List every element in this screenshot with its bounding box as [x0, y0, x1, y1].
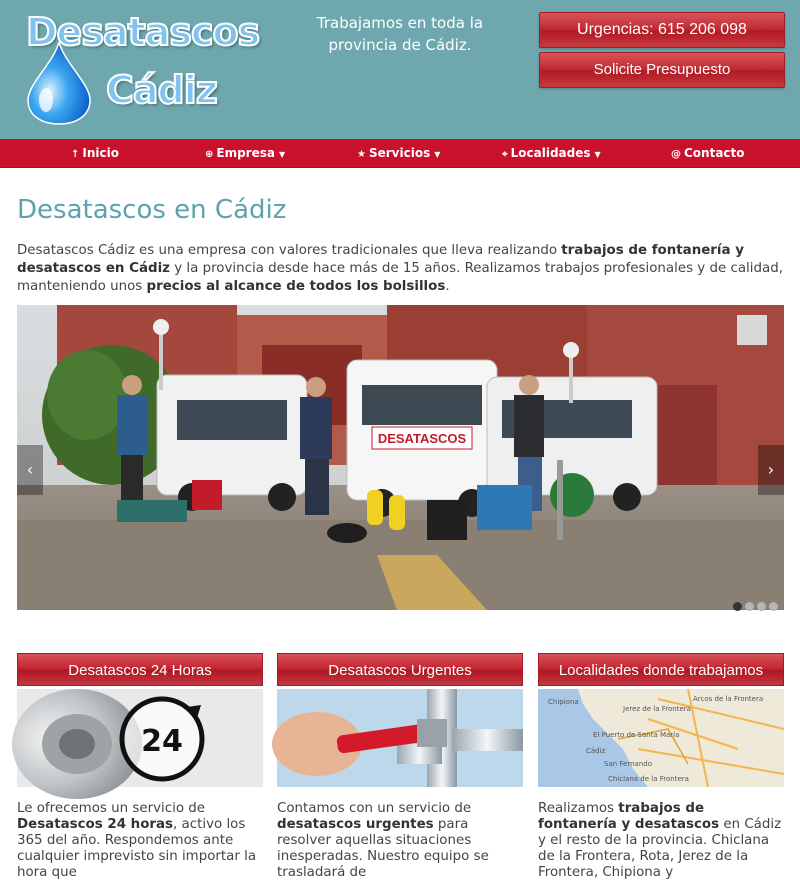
card-text-part: Contamos con un servicio de	[277, 801, 472, 816]
intro-bold: precios al alcance de todos los bolsillos	[146, 279, 446, 294]
nav-item-label: Empresa	[216, 146, 275, 160]
card-title[interactable]: Desatascos 24 Horas	[17, 653, 263, 686]
map-label: Chipiona	[548, 698, 579, 706]
map-label: Chiclana de la Frontera	[608, 775, 689, 783]
card-text	[538, 801, 784, 881]
slider-dot[interactable]	[757, 602, 766, 611]
region-map-image	[538, 689, 784, 787]
card-title[interactable]: Localidades donde trabajamos	[538, 653, 784, 686]
card-text-bold: trabajos de fontanería y desatascos	[538, 801, 720, 832]
card-urgentes	[277, 653, 523, 881]
card-localidades	[538, 653, 784, 881]
slider-dot[interactable]	[769, 602, 778, 611]
at-sign-icon: @	[671, 149, 681, 160]
logo-line1: Desatascos	[26, 10, 260, 54]
card-text-part: en Cádiz y el resto de la provincia. Chiclana de la Frontera, Rota, Jerez de la Frontera, Chipiona y	[538, 817, 782, 880]
nav-item-inicio[interactable]	[71, 139, 119, 168]
urgencias-phone-button[interactable]: Urgencias: 615 206 098	[539, 12, 785, 48]
header-tagline: Trabajamos en toda la provincia de Cádiz.	[316, 14, 484, 54]
intro-text: .	[445, 279, 450, 294]
map-label: Arcos de la Frontera	[693, 695, 764, 703]
wrench-pipe-image	[277, 689, 523, 787]
site-header	[0, 0, 800, 139]
nav-item-label: Contacto	[684, 146, 745, 160]
clock-24-label: 24	[141, 724, 183, 759]
nav-item-localidades[interactable]	[502, 139, 601, 168]
intro-paragraph	[17, 242, 787, 296]
nav-item-servicios[interactable]	[357, 139, 440, 168]
card-image-map[interactable]	[538, 689, 784, 787]
star-icon: ★	[357, 149, 366, 160]
map-label: San Fernando	[604, 760, 652, 768]
intro-text: y la provincia desde hace más de 15 años. Realizamos trabajos profesionales y de calidad, manteniendo unos	[17, 261, 783, 294]
nav-item-label: Localidades	[510, 146, 591, 160]
card-24-horas	[17, 653, 263, 881]
van-logo-text: DESATASCOS	[377, 431, 467, 446]
card-title[interactable]: Desatascos Urgentes	[277, 653, 523, 686]
nav-item-label: Inicio	[82, 146, 119, 160]
map-label: El Puerto de Santa María	[593, 731, 680, 739]
caret-down-icon: ▼	[594, 150, 601, 159]
logo-line2: Cádiz	[106, 68, 217, 112]
card-text-part: para resolver aquellas situaciones inesperadas. Nuestro equipo se trasladará de	[277, 817, 489, 880]
card-text	[277, 801, 523, 881]
company-icon: ⊕	[205, 149, 214, 160]
slider-pagination	[730, 596, 778, 606]
card-text	[17, 801, 263, 881]
drain-24h-image	[17, 689, 263, 787]
page-title: Desatascos en Cádiz	[17, 195, 287, 225]
intro-bold: trabajos de fontanería y desatascos en Cádiz	[17, 243, 744, 276]
map-label: Jerez de la Frontera	[623, 705, 691, 713]
hero-photo	[17, 305, 784, 610]
nav-item-label: Servicios	[368, 146, 431, 160]
home-arrow-icon: ↑	[71, 149, 80, 160]
card-text-part: , activo los 365 del año. Respondemos ante cualquier imprevisto sin importar la hora que	[17, 817, 257, 880]
site-logo[interactable]	[22, 6, 260, 118]
card-text-bold: desatascos urgentes	[277, 817, 434, 832]
slider-next-arrow[interactable]: ›	[758, 445, 784, 495]
card-image-24h[interactable]	[17, 689, 263, 787]
slider-dot[interactable]	[745, 602, 754, 611]
slider-dot[interactable]	[733, 602, 742, 611]
solicite-presupuesto-button[interactable]: Solicite Presupuesto	[539, 52, 785, 88]
card-text-part: Le ofrecemos un servicio de	[17, 801, 206, 816]
location-icon: ⌖	[502, 149, 508, 160]
caret-down-icon: ▼	[278, 150, 286, 159]
hero-slider[interactable]	[17, 305, 784, 610]
map-label: Cádiz	[586, 747, 606, 755]
main-navigation	[0, 139, 800, 168]
intro-text: Desatascos Cádiz es una empresa con valores tradicionales que lleva realizando	[17, 243, 562, 258]
nav-item-contacto[interactable]	[671, 139, 745, 168]
card-text-bold: Desatascos 24 horas	[17, 817, 174, 832]
card-image-urgentes[interactable]	[277, 689, 523, 787]
slider-prev-arrow[interactable]: ‹	[17, 445, 43, 495]
nav-item-empresa[interactable]	[205, 139, 285, 168]
caret-down-icon: ▼	[434, 150, 441, 159]
card-text-part: Realizamos	[538, 801, 619, 816]
